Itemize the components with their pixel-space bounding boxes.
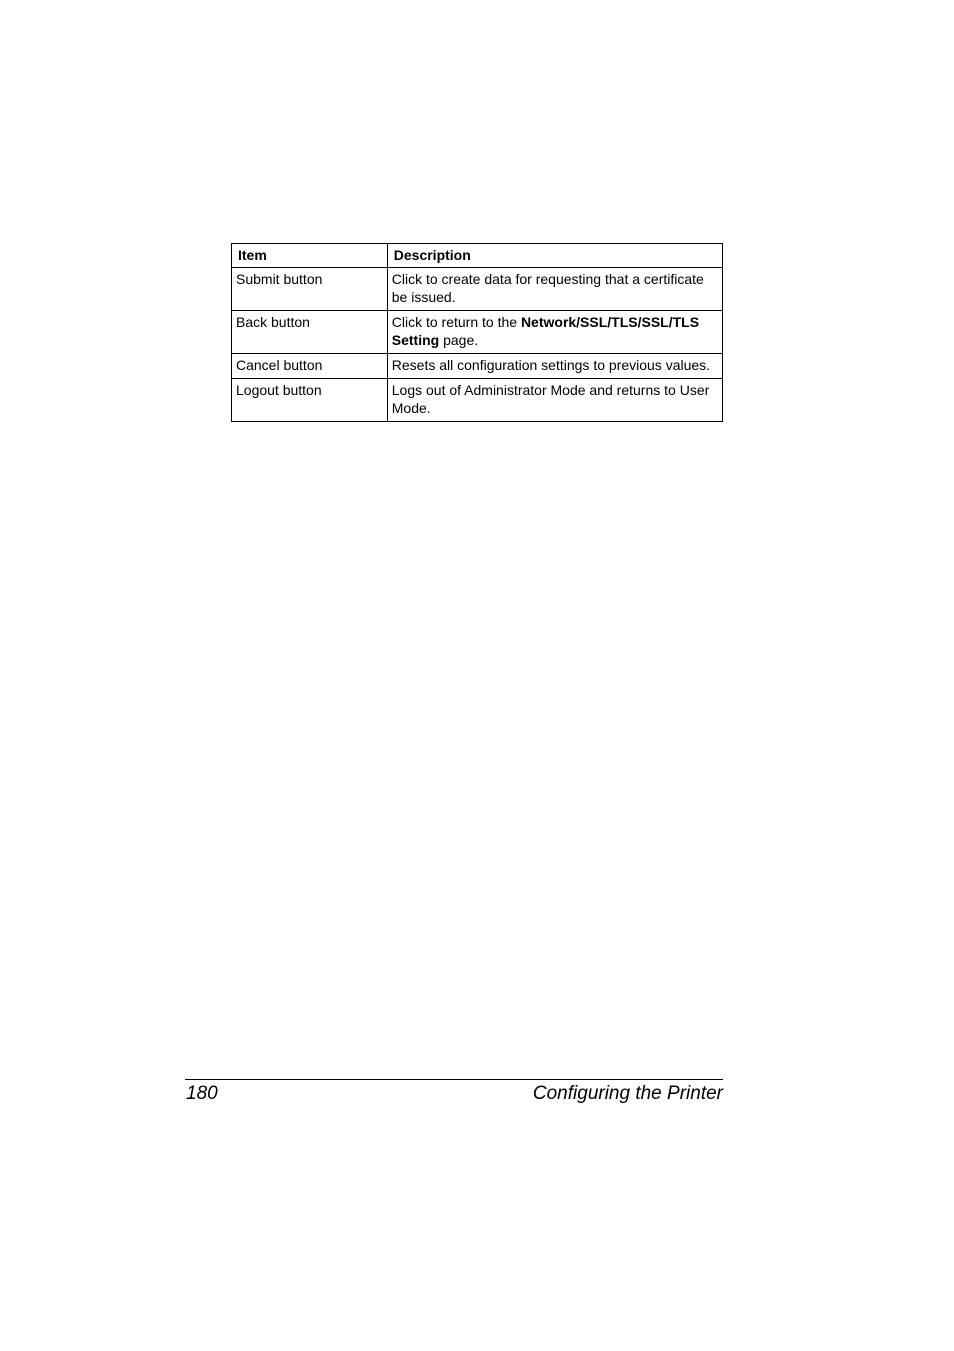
description-text: page. — [439, 332, 479, 348]
item-cell: Submit button — [232, 268, 388, 311]
table-row — [232, 379, 723, 422]
description-cell — [387, 311, 722, 354]
footer-section-title: Configuring the Printer — [532, 1083, 723, 1104]
column-header-description: Description — [387, 244, 722, 268]
description-cell: Click to create data for requesting that a certificate be issued. — [387, 268, 722, 311]
description-cell: Logs out of Administrator Mode and returns to User Mode. — [387, 379, 722, 422]
table-row — [232, 268, 723, 311]
item-cell: Logout button — [232, 379, 388, 422]
description-cell: Resets all configuration settings to previous values. — [387, 354, 722, 379]
description-bold-text: Network/SSL/TLS/SSL/TLS Setting — [391, 314, 700, 348]
column-header-item: Item — [232, 244, 388, 268]
item-description-table — [231, 243, 723, 422]
page-number: 180 — [186, 1083, 218, 1104]
table-header-row — [232, 244, 723, 268]
table-row — [232, 311, 723, 354]
footer-divider — [185, 1079, 723, 1080]
item-cell: Back button — [232, 311, 388, 354]
item-cell: Cancel button — [232, 354, 388, 379]
table-row — [232, 354, 723, 379]
description-text: Click to return to the — [391, 314, 521, 330]
